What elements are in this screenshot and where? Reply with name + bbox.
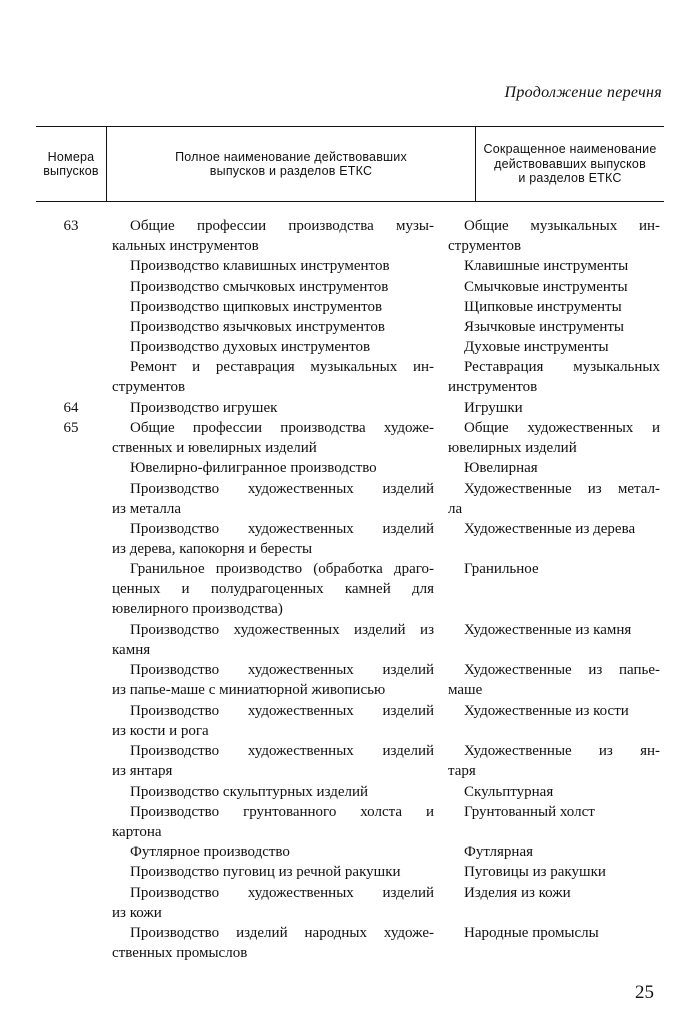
- full-name-line: Ремонт и реставрация музыкальных ин-: [130, 359, 434, 376]
- short-name-line: Художественные из дерева: [464, 521, 636, 537]
- short-name-line: таря: [448, 763, 476, 780]
- full-name-cell: [112, 559, 434, 619]
- full-name-line: Производство изделий народных художе-: [130, 925, 434, 941]
- full-name-cell: [112, 337, 434, 357]
- full-name-cell: [112, 277, 434, 297]
- full-name-line: Производство грунтованного холста и: [130, 803, 434, 820]
- short-name-line: струментов: [448, 238, 522, 254]
- short-name-line: Изделия из кожи: [464, 884, 571, 901]
- full-name-line: из папье-маше с миниатюрной живописью: [112, 682, 386, 699]
- header-full-name: Полное наименование действовавших выпусков и разделов ЕТКС: [107, 127, 476, 201]
- issue-number: 65: [63, 420, 79, 436]
- full-name-cell: [112, 923, 434, 963]
- page-number: 25: [635, 982, 654, 1003]
- short-name-line: инструментов: [448, 379, 538, 396]
- full-name-line: Футлярное производство: [130, 844, 290, 861]
- continuation-caption: Продолжение перечня: [504, 84, 662, 101]
- full-name-cell: [112, 458, 434, 478]
- short-name-line: ла: [448, 500, 463, 517]
- full-name-cell: [112, 216, 434, 256]
- full-name-line: из кости и рога: [112, 722, 209, 739]
- short-name-line: маше: [448, 682, 483, 699]
- full-name-line: Производство художественных изделий: [130, 521, 434, 537]
- full-name-line: Производство художественных изделий: [130, 884, 434, 901]
- short-name-line: Футлярная: [464, 844, 534, 861]
- full-name-line: камня: [112, 642, 151, 658]
- short-name-line: Смычковые инструменты: [464, 278, 628, 295]
- full-name-cell: [112, 701, 434, 741]
- short-name-line: Гранильное: [464, 561, 539, 578]
- full-name-line: Производство пуговиц из речной ракушки: [130, 864, 401, 881]
- full-name-line: кальных инструментов: [112, 238, 259, 254]
- full-name-line: ценных и полудрагоценных камней для: [112, 581, 434, 598]
- full-name-line: Производство художественных изделий: [130, 480, 434, 497]
- short-name-cell: [448, 519, 660, 539]
- full-name-cell: [112, 842, 434, 862]
- full-name-cell: [112, 519, 434, 559]
- short-name-line: Художественные из метал-: [464, 480, 660, 497]
- short-name-line: Пуговицы из ракушки: [464, 864, 606, 881]
- short-name-cell: [448, 741, 660, 781]
- full-name-line: из дерева, капокорня и бересты: [112, 541, 313, 557]
- short-name-cell: [448, 216, 660, 256]
- short-name-cell: [448, 782, 660, 802]
- short-name-line: Язычковые инструменты: [464, 319, 625, 335]
- issue-number: 63: [63, 218, 79, 234]
- short-name-cell: [448, 458, 660, 478]
- short-name-cell: [448, 297, 660, 317]
- short-name-cell: [448, 923, 660, 943]
- short-name-cell: [448, 479, 660, 519]
- short-name-line: Скульптурная: [464, 783, 554, 800]
- short-name-line: Художественные из кости: [464, 702, 629, 719]
- full-name-line: ственных промыслов: [112, 945, 248, 961]
- full-name-cell: [112, 620, 434, 660]
- short-name-line: Духовые инструменты: [464, 339, 609, 356]
- short-name-cell: [448, 337, 660, 357]
- full-name-cell: [112, 883, 434, 923]
- full-name-line: Производство художественных изделий: [130, 662, 434, 679]
- short-name-line: Общие музыкальных ин-: [464, 218, 660, 234]
- full-name-line: Производство художественных изделий из: [130, 622, 434, 638]
- full-name-cell: [112, 802, 434, 842]
- short-name-line: Игрушки: [464, 399, 523, 416]
- short-name-cell: [448, 559, 660, 579]
- full-name-cell: [112, 862, 434, 882]
- short-name-line: Клавишные инструменты: [464, 258, 629, 275]
- full-name-line: Производство язычковых инструментов: [130, 319, 385, 335]
- short-name-cell: [448, 802, 660, 822]
- short-name-cell: [448, 256, 660, 276]
- short-name-line: Художественные из камня: [464, 622, 632, 638]
- full-name-line: из кожи: [112, 904, 162, 921]
- full-name-line: Производство щипковых инструментов: [130, 298, 383, 315]
- full-name-line: Производство игрушек: [130, 399, 278, 416]
- short-name-cell: [448, 620, 660, 640]
- full-name-cell: [112, 418, 434, 458]
- short-name-line: Щипковые инструменты: [464, 298, 622, 315]
- full-name-line: Общие профессии производства художе-: [130, 420, 434, 436]
- short-name-line: Общие художественных и: [464, 420, 660, 436]
- short-name-cell: [448, 398, 660, 418]
- header-short-name: Сокращенное наименование действовавших выпусков и разделов ЕТКС: [483, 142, 657, 186]
- short-name-cell: [448, 660, 660, 700]
- full-name-cell: [112, 660, 434, 700]
- full-name-line: Производство скульптурных изделий: [130, 783, 369, 800]
- full-name-cell: [112, 256, 434, 276]
- short-name-cell: [448, 701, 660, 721]
- short-name-cell: [448, 317, 660, 337]
- full-name-line: из янтаря: [112, 763, 173, 780]
- full-name-line: Производство художественных изделий: [130, 702, 434, 719]
- full-name-line: ственных и ювелирных изделий: [112, 440, 317, 456]
- table-header: [36, 126, 664, 202]
- full-name-cell: [112, 479, 434, 519]
- short-name-cell: [448, 418, 660, 458]
- full-name-line: Производство духовых инструментов: [130, 339, 371, 356]
- short-name-line: Народные промыслы: [464, 925, 599, 941]
- short-name-line: Реставрация музыкальных: [464, 359, 660, 376]
- full-name-line: из металла: [112, 500, 182, 517]
- full-name-line: картона: [112, 823, 162, 840]
- short-name-cell: [448, 883, 660, 903]
- short-name-cell: [448, 842, 660, 862]
- full-name-cell: [112, 357, 434, 397]
- full-name-line: Общие профессии производства музы-: [130, 218, 434, 234]
- short-name-line: Художественные из ян-: [464, 743, 660, 760]
- full-name-cell: [112, 741, 434, 781]
- short-name-line: ювелирных изделий: [448, 440, 577, 456]
- full-name-line: Производство художественных изделий: [130, 743, 434, 760]
- header-issue-numbers: Номера выпусков: [36, 127, 107, 201]
- full-name-line: Ювелирно-филигранное производство: [130, 460, 377, 477]
- full-name-cell: [112, 317, 434, 337]
- short-name-line: Художественные из папье-: [464, 662, 660, 679]
- full-name-line: Производство смычковых инструментов: [130, 278, 389, 295]
- short-name-cell: [448, 357, 660, 397]
- full-name-line: Производство клавишных инструментов: [130, 258, 390, 275]
- full-name-cell: [112, 782, 434, 802]
- full-name-cell: [112, 398, 434, 418]
- short-name-cell: [448, 862, 660, 882]
- issue-number: 64: [63, 399, 79, 416]
- full-name-line: ювелирного производства): [112, 601, 283, 618]
- short-name-line: Ювелирная: [464, 460, 538, 477]
- short-name-cell: [448, 277, 660, 297]
- short-name-line: Грунтованный холст: [464, 803, 595, 820]
- full-name-line: струментов: [112, 379, 186, 396]
- full-name-line: Гранильное производство (обработка драго-: [130, 561, 434, 578]
- full-name-cell: [112, 297, 434, 317]
